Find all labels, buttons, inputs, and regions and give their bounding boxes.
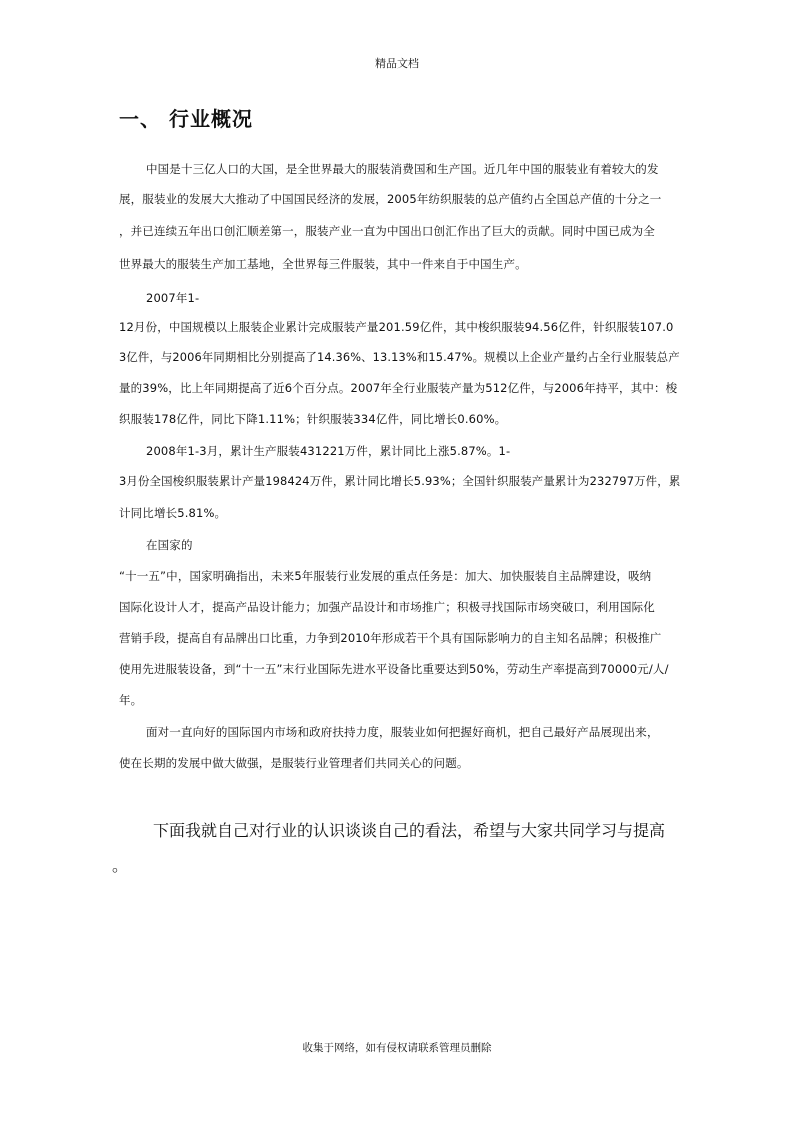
paragraph-line: 国际化设计人才，提高产品设计能力；加强产品设计和市场推广；积极寻找国际市场突破口，利用国际化 bbox=[119, 600, 655, 614]
paragraph-line: 计同比增长5.81%。 bbox=[119, 506, 227, 520]
paragraph-line: 在国家的 bbox=[146, 538, 193, 552]
paragraph-line: 织服装178亿件，同比下降1.11%；针织服装334亿件，同比增长0.60%。 bbox=[119, 412, 507, 426]
paragraph-line: 中国是十三亿人口的大国，是全世界最大的服装消费国和生产国。近几年中国的服装业有着较大的发 bbox=[146, 162, 659, 176]
paragraph-line: 面对一直向好的国际国内市场和政府扶持力度，服装业如何把握好商机，把自己最好产品展现出来， bbox=[146, 725, 659, 739]
closing-line: 下面我就自己对行业的认识谈谈自己的看法，希望与大家共同学习与提高 bbox=[153, 821, 666, 840]
page-footer: 收集于网络，如有侵权请联系管理员删除 bbox=[302, 1042, 492, 1054]
paragraph-line: 12月份，中国规模以上服装企业累计完成服装产量201.59亿件，其中梭织服装94.56亿件，针织服装107.0 bbox=[119, 320, 674, 334]
paragraph-line: 世界最大的服装生产加工基地，全世界每三件服装，其中一件来自于中国生产。 bbox=[119, 257, 527, 271]
section-title: 一、 行业概况 bbox=[119, 107, 253, 131]
paragraph-line: 2007年1- bbox=[146, 291, 200, 305]
paragraph-line: 3亿件，与2006年同期相比分别提高了14.36%、13.13%和15.47%。规模以上企业产量约占全行业服装总产 bbox=[119, 350, 680, 364]
paragraph-line: 使用先进服装设备，到“十一五”末行业国际先进水平设备比重要达到50%，劳动生产率提高到70000元/人/ bbox=[119, 662, 669, 676]
paragraph-line: 使在长期的发展中做大做强，是服装行业管理者们共同关心的问题。 bbox=[119, 756, 469, 770]
paragraph-line: 年。 bbox=[119, 693, 143, 707]
paragraph-line: 3月份全国梭织服装累计产量198424万件，累计同比增长5.93%；全国针织服装产量累计为232797万件，累 bbox=[119, 474, 681, 488]
paragraph-line: 量的39%，比上年同期提高了近6个百分点。2007年全行业服装产量为512亿件，与2006年持平，其中：梭 bbox=[119, 381, 678, 395]
paragraph-line: 展，服装业的发展大大推动了中国国民经济的发展，2005年纺织服装的总产值约占全国总产值的十分之一 bbox=[119, 192, 662, 206]
closing-tail: 。 bbox=[112, 856, 129, 875]
paragraph-line: ，并已连续五年出口创汇顺差第一，服装产业一直为中国出口创汇作出了巨大的贡献。同时中国已成为全 bbox=[119, 224, 655, 238]
paragraph-line: 营销手段，提高自有品牌出口比重，力争到2010年形成若干个具有国际影响力的自主知名品牌；积极推广 bbox=[119, 631, 662, 645]
paragraph-line: “十一五”中，国家明确指出，未来5年服装行业发展的重点任务是：加大、加快服装自主品牌建设，吸纳 bbox=[119, 569, 652, 583]
paragraph-line: 2008年1-3月，累计生产服装431221万件，累计同比上涨5.87%。1- bbox=[146, 444, 511, 458]
page-header: 精品文档 bbox=[375, 57, 419, 70]
